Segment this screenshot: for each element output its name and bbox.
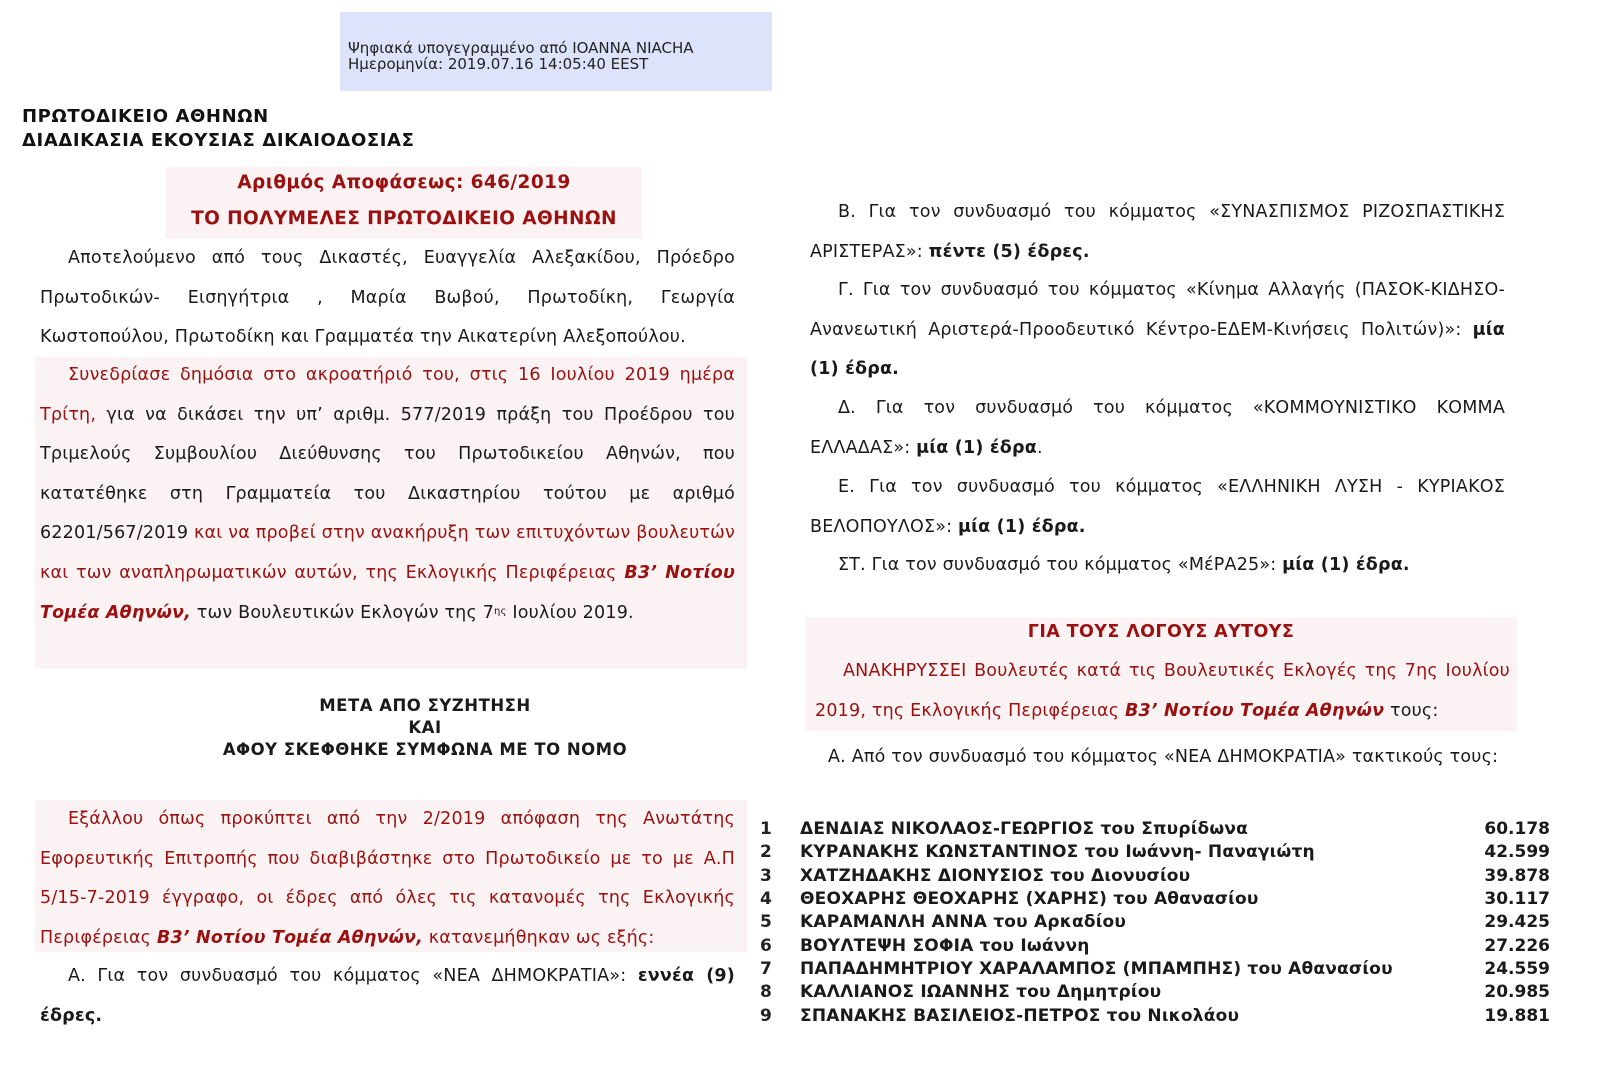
composition-text: Αποτελούμενο από τους Δικαστές, Ευαγγελία Αλεξακίδου, Πρόεδρο Πρωτοδικών- Εισηγήτρια , Μαρία Βωβού, Πρωτοδίκη, Γεωργία Κωστοπούλου, Πρωτοδίκη και Γραμματέα την Αικατερίνη Αλεξοπούλου.: [40, 248, 735, 348]
elected-mps-table: [760, 818, 1550, 1028]
paragraph-proclamation: [815, 652, 1510, 731]
mp-name: ΘΕΟΧΑΡΗΣ ΘΕΟΧΑΡΗΣ (ΧΑΡΗΣ) του Αθανασίου: [800, 889, 1259, 910]
mp-votes: 20.985: [1484, 982, 1550, 1003]
mp-name: ΚΥΡΑΝΑΚΗΣ ΚΩΝΣΤΑΝΤΙΝΟΣ του Ιωάννη- Παναγιώτη: [800, 842, 1315, 863]
mp-rank: 9: [760, 1005, 772, 1026]
proclamation-constituency: Β3’ Νοτίου Τομέα Αθηνών: [1124, 700, 1385, 721]
mp-votes: 30.117: [1484, 889, 1550, 910]
table-row: [760, 981, 1550, 1004]
seats-kke-text: Δ. Για τον συνδυασμό του κόμματος «ΚΟΜΜΟΥΝΙΣΤΙΚΟ ΚΟΜΜΑ ΕΛΛΑΔΑΣ»:: [810, 398, 1505, 458]
session-act-text: για να δικάσει την υπ’ αριθμ. 577/2019 πράξη του Προέδρου του Τριμελούς Συμβουλίου Διεύθυνσης του Πρωτοδικείου Αθηνών, που κατατέθηκε στη Γραμματεία του Δικαστηρίου τούτου με αριθμό 62201/567/2019: [40, 404, 735, 544]
table-row: [760, 888, 1550, 911]
seats-kinal-count: μία (1) έδρα.: [810, 319, 1505, 380]
mp-name: ΧΑΤΖΗΔΑΚΗΣ ΔΙΟΝΥΣΙΟΣ του Διονυσίου: [800, 865, 1191, 886]
seats-mera25-count: μία (1) έδρα.: [1282, 555, 1410, 575]
seats-syriza-text: Β. Για τον συνδυασμό του κόμματος «ΣΥΝΑΣΠΙΣΜΟΣ ΡΙΖΟΣΠΑΣΤΙΚΗΣ ΑΡΙΣΤΕΡΑΣ»:: [810, 202, 1505, 262]
paragraph-composition: [40, 239, 735, 358]
seats-elliniki-lysi-count: μία (1) έδρα.: [958, 516, 1086, 537]
mp-votes: 60.178: [1484, 819, 1550, 840]
mp-rank: 7: [760, 958, 772, 979]
session-purpose-text: και να προβεί στην ανακήρυξη των επιτυχόντων βουλευτών και των αναπληρωματικών αυτών, της Εκλογικής Περιφέρειας: [40, 523, 736, 583]
procedure-name: ΔΙΑΔΙΚΑΣΙΑ ΕΚΟΥΣΙΑΣ ΔΙΚΑΙΟΔΟΣΙΑΣ: [22, 130, 415, 151]
seats-nd-count: εννέα (9) έδρες.: [40, 966, 735, 1026]
allocation-constituency: Β3’ Νοτίου Τομέα Αθηνών,: [156, 927, 423, 948]
court-header: [22, 105, 414, 153]
paragraph-seats-nd: [40, 957, 735, 1036]
constituency-name: Β3’ Νοτίου Τομέα Αθηνών,: [40, 562, 735, 623]
signature-line-signer: Ψηφιακά υπογεγραμμένο από IOANNA NIACHA: [348, 39, 694, 57]
ordinal-suffix: ης: [494, 605, 507, 617]
mp-rank: 8: [760, 982, 772, 1003]
digital-signature-box: [340, 12, 772, 91]
mp-rank: 4: [760, 889, 772, 910]
mp-votes: 39.878: [1484, 865, 1550, 886]
seats-kke-end: .: [1036, 437, 1043, 458]
table-row: [760, 1004, 1550, 1027]
seats-mera25-text: ΣΤ. Για τον συνδυασμό του κόμματος «ΜέΡΑ25»:: [838, 555, 1283, 575]
paragraph-seats-syriza: [810, 193, 1505, 272]
mp-rank: 3: [760, 865, 772, 886]
proclamation-end: τους:: [1384, 700, 1439, 721]
paragraph-seats-elliniki-lysi: [810, 468, 1505, 547]
proclamation-text: ΑΝΑΚΗΡΥΣΣΕΙ Βουλευτές κατά τις Βουλευτικές Εκλογές της 7ης Ιουλίου 2019, της Εκλογικής Περιφέρειας: [815, 661, 1510, 721]
seats-kinal-text: Γ. Για τον συνδυασμό του κόμματος «Κίνημα Αλλαγής (ΠΑΣΟΚ-ΚΙΔΗΣΟ-Ανανεωτική Αριστερά-Προοδευτικό Κέντρο-ΕΔΕΜ-Κινήσεις Πολιτών)»:: [810, 280, 1505, 340]
mp-votes: 24.559: [1484, 958, 1550, 979]
mp-rank: 5: [760, 912, 772, 933]
allocation-text: Εξάλλου όπως προκύπτει από την 2/2019 απόφαση της Ανωτάτης Εφορευτικής Επιτροπής που διαβιβάστηκε στο Πρωτοδικείο με το με Α.Π 5/15-7-2019 έγγραφο, οι έδρες από όλες τις κατανομές της Εκλογικής Περιφέρειας: [40, 809, 735, 948]
mp-name: ΔΕΝΔΙΑΣ ΝΙΚΟΛΑΟΣ-ΓΕΩΡΓΙΟΣ του Σπυρίδωνα: [800, 819, 1249, 840]
mp-name: ΚΑΛΛΙΑΝΟΣ ΙΩΑΝΝΗΣ του Δημητρίου: [800, 982, 1162, 1003]
table-row: [760, 934, 1550, 957]
mp-name: ΒΟΥΛΤΕΨΗ ΣΟΦΙΑ του Ιωάννη: [800, 935, 1090, 956]
session-date-text: Συνεδρίασε δημόσια στο ακροατήριό του, στις 16 Ιουλίου 2019 ημέρα Τρίτη,: [40, 365, 735, 425]
table-row: [760, 958, 1550, 981]
mp-name: ΣΠΑΝΑΚΗΣ ΒΑΣΙΛΕΙΟΣ-ΠΕΤΡΟΣ του Νικολάου: [800, 1005, 1240, 1026]
reasons-title: ΓΙΑ ΤΟΥΣ ΛΟΓΟΥΣ ΑΥΤΟΥΣ: [1027, 622, 1295, 642]
mp-rank: 1: [760, 819, 772, 840]
mp-name: ΚΑΡΑΜΑΝΛΗ ΑΝΝΑ του Αρκαδίου: [800, 912, 1127, 933]
heading-discussion: ΜΕΤΑ ΑΠΟ ΣΥΖΗΤΗΣΗ: [319, 696, 531, 715]
seats-elliniki-lysi-text: Ε. Για τον συνδυασμό του κόμματος «ΕΛΛΗΝΙΚΗ ΛΥΣΗ - ΚΥΡΙΑΚΟΣ ΒΕΛΟΠΟΥΛΟΣ»:: [810, 477, 1505, 537]
decision-number: Αριθμός Αποφάσεως: 646/2019: [237, 172, 571, 193]
mp-votes: 19.881: [1484, 1005, 1550, 1026]
table-row: [760, 818, 1550, 841]
allocation-end: κατανεμήθηκαν ως εξής:: [422, 927, 655, 948]
court-full-name: ΤΟ ΠΟΛΥΜΕΛΕΣ ΠΡΩΤΟΔΙΚΕΙΟ ΑΘΗΝΩΝ: [191, 208, 617, 229]
elections-text: των Βουλευτικών Εκλογών της 7: [191, 602, 495, 623]
paragraph-allocation: [40, 800, 735, 958]
heading-law: ΑΦΟΥ ΣΚΕΦΘΗΚΕ ΣΥΜΦΩΝΑ ΜΕ ΤΟ ΝΟΜΟ: [222, 740, 628, 759]
seats-nd-text: Α. Για τον συνδυασμό του κόμματος «ΝΕΑ ΔΗΜΟΚΡΑΤΙΑ»:: [68, 966, 638, 986]
paragraph-session: [40, 356, 735, 633]
seats-kke-count: μία (1) έδρα: [916, 437, 1037, 458]
nd-regular-text: Α. Από τον συνδυασμό του κόμματος «ΝΕΑ ΔΗΜΟΚΡΑΤΙΑ» τακτικούς τους:: [828, 747, 1499, 767]
court-name: ΠΡΩΤΟΔΙΚΕΙΟ ΑΘΗΝΩΝ: [22, 106, 269, 127]
table-row: [760, 911, 1550, 934]
mp-name: ΠΑΠΑΔΗΜΗΤΡΙΟΥ ΧΑΡΑΛΑΜΠΟΣ (ΜΠΑΜΠΗΣ) του Αθανασίου: [800, 958, 1393, 979]
mp-votes: 29.425: [1484, 912, 1550, 933]
table-row: [760, 841, 1550, 864]
deliberation-headings: [80, 695, 770, 761]
mp-rank: 2: [760, 842, 772, 863]
signature-line-date: Ημερομηνία: 2019.07.16 14:05:40 EEST: [348, 55, 649, 73]
paragraph-nd-regular: [800, 738, 1500, 778]
paragraph-seats-kinal: [810, 271, 1505, 390]
mp-votes: 27.226: [1484, 935, 1550, 956]
table-row: [760, 865, 1550, 888]
mp-votes: 42.599: [1484, 842, 1550, 863]
elections-date-end: Ιουλίου 2019.: [506, 602, 634, 623]
paragraph-seats-mera25: [810, 546, 1505, 586]
heading-and: ΚΑΙ: [408, 718, 442, 737]
mp-rank: 6: [760, 935, 772, 956]
seats-syriza-count: πέντε (5) έδρες.: [928, 241, 1090, 262]
paragraph-seats-kke: [810, 389, 1505, 468]
